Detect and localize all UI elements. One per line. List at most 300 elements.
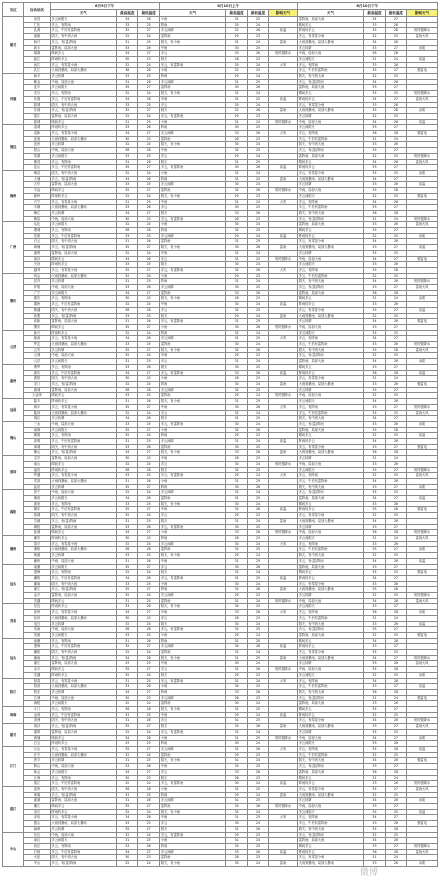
min-pm-cell: 26	[138, 604, 159, 610]
min-pm-cell: 25	[138, 359, 159, 365]
max-pm2-cell: 35	[364, 148, 385, 154]
min-am-cell: 25	[247, 798, 268, 804]
min-pm-cell: 25	[138, 182, 159, 188]
max-am-cell: 32	[226, 188, 247, 194]
impact-am-cell: 大风	[269, 62, 298, 68]
max-pm-cell: 33	[117, 712, 138, 718]
min-am-cell: 24	[247, 342, 268, 348]
max-pm-cell: 35	[117, 826, 138, 832]
station-cell: 平远	[24, 188, 50, 194]
weather-am-cell: 多云间晴	[159, 233, 226, 239]
min-pm-cell: 23	[138, 296, 159, 302]
weather-pm2-cell: 多云，有(雷)阵雨	[297, 695, 364, 701]
weather-pm-cell: 多云间阴天	[50, 427, 117, 433]
max-pm-cell: 32	[117, 461, 138, 467]
min-am-cell: 25	[247, 764, 268, 770]
impact-am-cell: 高温	[269, 849, 298, 855]
impact-am-cell: 短时强降水	[269, 667, 298, 673]
weather-pm-cell: 雷阵雨，局部大雨	[50, 387, 117, 393]
weather-am-cell: 小雨	[159, 478, 226, 484]
min-am-cell: 24	[247, 313, 268, 319]
max-pm2-cell: 33	[364, 621, 385, 627]
min-pm-cell: 26	[138, 558, 159, 564]
max-am-cell: 29	[226, 393, 247, 399]
weather-pm2-cell: 多云，有零星小雨	[297, 307, 364, 313]
max-pm-cell: 34	[117, 769, 138, 775]
max-pm2-cell: 34	[364, 96, 385, 102]
min-am-cell: 25	[247, 547, 268, 553]
max-pm2-cell: 36	[364, 210, 385, 216]
weather-am-cell: 中雨	[159, 661, 226, 667]
weather-am-cell: 雷阵雨	[159, 547, 226, 553]
weather-pm2-cell: 多云间阴天	[297, 262, 364, 268]
impact-pm2-cell: 冰雹	[407, 861, 438, 867]
min-am-cell: 24	[247, 570, 268, 576]
weather-pm-cell: 阴天，有中到大雨	[50, 513, 117, 519]
weather-am-cell: 阴天	[159, 108, 226, 114]
max-pm2-cell: 34	[364, 199, 385, 205]
station-cell: 潮南	[24, 655, 50, 661]
min-am-cell: 23	[247, 34, 268, 40]
weather-am-cell: 阴天，有小雨	[159, 347, 226, 353]
max-am-cell: 30	[226, 182, 247, 188]
min-am-cell: 24	[247, 741, 268, 747]
station-cell: 海陵	[24, 701, 50, 707]
max-pm2-cell: 34	[364, 496, 385, 502]
impact-am-cell: 大风	[269, 747, 298, 753]
weather-pm2-cell: 多云，午后有雷阵雨	[297, 205, 364, 211]
max-am-cell: 30	[226, 764, 247, 770]
min-am-cell: 26	[247, 427, 268, 433]
min-am-cell: 24	[247, 621, 268, 627]
max-pm2-cell: 33	[364, 604, 385, 610]
max-am-cell: 31	[226, 416, 247, 422]
min-pm-cell: 26	[138, 655, 159, 661]
weather-am-cell: 多云间晴	[159, 387, 226, 393]
max-pm-cell: 32	[117, 353, 138, 359]
weather-pm-cell: 多云，有零星小雨	[50, 62, 117, 68]
station-cell: 惠阳	[24, 376, 50, 382]
weather-am-cell: 雷阵雨	[159, 752, 226, 758]
max-pm-cell: 34	[117, 496, 138, 502]
max-am-cell: 29	[226, 593, 247, 599]
min-pm2-cell: 26	[385, 279, 406, 285]
weather-pm2-cell: 多云，有零星小雨	[297, 239, 364, 245]
weather-am-cell: 多云，有雷阵雨	[159, 267, 226, 273]
max-pm-cell: 33	[117, 182, 138, 188]
max-pm2-cell: 31	[364, 695, 385, 701]
max-pm-cell: 31	[117, 678, 138, 684]
max-pm-cell: 35	[117, 587, 138, 593]
min-pm2-cell: 27	[385, 604, 406, 610]
max-pm2-cell: 35	[364, 507, 385, 513]
min-am-cell: 26	[247, 804, 268, 810]
max-pm2-cell: 33	[364, 62, 385, 68]
min-am-cell: 25	[247, 604, 268, 610]
max-pm2-cell: 31	[364, 216, 385, 222]
weather-pm2-cell: 多云间阴天	[297, 809, 364, 815]
impact-am-cell: 大风	[269, 336, 298, 342]
weather-pm-cell: 阵雨转多云	[50, 604, 117, 610]
weather-pm-cell: 多云转晴	[50, 74, 117, 80]
weather-pm2-cell: 多云，有(雷)阵雨	[297, 832, 364, 838]
max-pm2-cell: 34	[364, 735, 385, 741]
min-pm-cell: 23	[138, 136, 159, 142]
station-cell: 武江	[24, 68, 50, 74]
min-am-cell: 25	[247, 655, 268, 661]
max-pm2-cell: 33	[364, 262, 385, 268]
station-cell: 端州	[24, 302, 50, 308]
max-am-cell: 32	[226, 707, 247, 713]
weather-am-cell: 多云	[159, 359, 226, 365]
impact-pm2-cell: 强雷电	[407, 68, 438, 74]
min-pm2-cell: 27	[385, 496, 406, 502]
min-pm-cell: 26	[138, 735, 159, 741]
weather-pm2-cell: 多云转晴	[297, 387, 364, 393]
min-pm-cell: 26	[138, 798, 159, 804]
weather-pm2-cell: 大雨到暴雨，局部大暴雨	[297, 587, 364, 593]
min-pm-cell: 27	[138, 826, 159, 832]
max-am-cell: 33	[226, 849, 247, 855]
min-pm-cell: 26	[138, 125, 159, 131]
min-am-cell: 23	[247, 433, 268, 439]
max-pm-cell: 32	[117, 273, 138, 279]
min-am-cell: 25	[247, 815, 268, 821]
min-am-cell: 23	[247, 615, 268, 621]
weather-pm-cell: 阵雨转多云	[50, 56, 117, 62]
weather-pm-cell: 多云间阴天	[50, 632, 117, 638]
max-pm-cell: 32	[117, 752, 138, 758]
max-am-cell: 31	[226, 575, 247, 581]
max-pm2-cell: 33	[364, 524, 385, 530]
min-am-cell: 24	[247, 553, 268, 559]
impact-am-cell: 短时强降水	[269, 530, 298, 536]
weather-am-cell: 阴天	[159, 724, 226, 730]
weather-pm-cell: 多云，有零星小雨	[50, 747, 117, 753]
weather-pm-cell: 多云转晴	[50, 210, 117, 216]
impact-pm2-cell: 冰雹	[407, 359, 438, 365]
station-cell: 高明	[24, 439, 50, 445]
min-pm-cell: 23	[138, 855, 159, 861]
max-pm2-cell: 35	[364, 729, 385, 735]
station-cell: 怀集	[24, 285, 50, 291]
max-pm-cell: 33	[117, 821, 138, 827]
max-am-cell: 33	[226, 131, 247, 137]
min-pm-cell: 27	[138, 484, 159, 490]
station-cell: 云浮	[24, 359, 50, 365]
weather-pm2-cell: 多云转晴	[297, 798, 364, 804]
station-cell: 吴川	[24, 809, 50, 815]
max-pm2-cell: 31	[364, 376, 385, 382]
weather-am-cell: 多云，有雷阵雨	[159, 729, 226, 735]
min-pm-cell: 26	[138, 285, 159, 291]
weather-am-cell: 阴天，有小雨	[159, 707, 226, 713]
max-am-cell: 31	[226, 678, 247, 684]
min-am-cell: 25	[247, 205, 268, 211]
station-cell: 五华	[24, 182, 50, 188]
weather-pm-cell: 阴天，有中到大雨	[50, 581, 117, 587]
min-pm-cell: 24	[138, 832, 159, 838]
weather-am-cell: 阴天	[159, 159, 226, 165]
station-cell: 江城	[24, 695, 50, 701]
station-cell: 源城	[24, 119, 50, 125]
max-pm2-cell: 32	[364, 353, 385, 359]
max-am-cell: 30	[226, 444, 247, 450]
min-am-cell: 24	[247, 39, 268, 45]
max-pm2-cell: 35	[364, 250, 385, 256]
impact-pm2-cell: 雷雨大风	[407, 535, 438, 541]
impact-am-cell: 大风	[269, 131, 298, 137]
min-pm-cell: 24	[138, 62, 159, 68]
max-pm2-cell: 35	[364, 786, 385, 792]
min-am-cell: 24	[247, 393, 268, 399]
min-am-cell: 24	[247, 781, 268, 787]
weather-pm2-cell: 中雨，局部大雨	[297, 256, 364, 262]
min-pm2-cell: 27	[385, 707, 406, 713]
min-pm2-cell: 27	[385, 684, 406, 690]
impact-pm2-cell: 高温	[407, 119, 438, 125]
weather-am-cell: 雷阵雨	[159, 188, 226, 194]
max-pm-cell: 35	[117, 564, 138, 570]
weather-pm2-cell: 阴天，有中到大雨	[297, 347, 364, 353]
max-pm-cell: 30	[117, 535, 138, 541]
min-pm-cell: 27	[138, 131, 159, 137]
min-pm2-cell: 28	[385, 267, 406, 273]
weather-pm2-cell: 晴间多云	[297, 91, 364, 97]
max-pm2-cell: 33	[364, 342, 385, 348]
station-cell: 斗门	[24, 707, 50, 713]
station-cell: 南区	[24, 838, 50, 844]
max-pm-cell: 33	[117, 205, 138, 211]
weather-pm-cell: 多云，有阵雨	[50, 433, 117, 439]
max-pm2-cell: 32	[364, 712, 385, 718]
weather-am-cell: 阴天，有小雨	[159, 399, 226, 405]
max-am-cell: 30	[226, 741, 247, 747]
weather-pm2-cell: 多云间阴天	[297, 741, 364, 747]
max-am-cell: 32	[226, 667, 247, 673]
max-pm2-cell: 35	[364, 467, 385, 473]
weather-am-cell: 阴天	[159, 621, 226, 627]
min-am-cell: 25	[247, 524, 268, 530]
max-pm-cell: 32	[117, 250, 138, 256]
station-cell: 香洲	[24, 718, 50, 724]
station-cell: 福田	[24, 467, 50, 473]
max-pm2-cell: 32	[364, 672, 385, 678]
weather-pm2-cell: 多云，午后有雷阵雨	[297, 273, 364, 279]
station-cell: 蓬江	[24, 113, 50, 119]
impact-pm2-cell: 强雷电	[407, 193, 438, 199]
weather-pm2-cell: 多云间阴天	[297, 193, 364, 199]
min-pm2-cell: 24	[385, 56, 406, 62]
weather-am-cell: 阵雨	[159, 330, 226, 336]
weather-pm2-cell: 中雨，局部大雨	[297, 51, 364, 57]
max-pm2-cell: 32	[364, 593, 385, 599]
weather-pm-cell: 晴间多云	[50, 598, 117, 604]
max-pm-cell: 32	[117, 570, 138, 576]
max-am-cell: 32	[226, 267, 247, 273]
impact-am-cell: 短时强降水	[269, 324, 298, 330]
weather-pm2-cell: 多云转晴	[297, 661, 364, 667]
station-cell: 顺德	[24, 433, 50, 439]
max-am-cell: 28	[226, 695, 247, 701]
min-am-cell: 26	[247, 210, 268, 216]
min-pm-cell: 26	[138, 319, 159, 325]
weather-pm-cell: 大雨到暴雨，局部大暴雨	[50, 273, 117, 279]
weather-pm-cell: 多云间阴天	[50, 359, 117, 365]
weather-am-cell: 中雨	[159, 250, 226, 256]
impact-pm2-cell: 强雷电	[407, 131, 438, 137]
max-pm-cell: 30	[117, 296, 138, 302]
min-pm-cell: 23	[138, 456, 159, 462]
impact-pm2-cell: 雷雨大风	[407, 724, 438, 730]
weather-am-cell: 雷阵雨	[159, 34, 226, 40]
max-pm-cell: 34	[117, 416, 138, 422]
max-pm-cell: 32	[117, 170, 138, 176]
min-pm-cell: 27	[138, 370, 159, 376]
weather-am-cell: 阵雨	[159, 741, 226, 747]
min-pm2-cell: 24	[385, 535, 406, 541]
min-pm2-cell: 26	[385, 342, 406, 348]
min-am-cell: 25	[247, 228, 268, 234]
weather-pm-cell: 多云间阴天	[50, 701, 117, 707]
max-am-cell: 32	[226, 809, 247, 815]
impact-am-cell: 雷雨	[269, 792, 298, 798]
min-pm2-cell: 26	[385, 239, 406, 245]
weather-am-cell: 中雨	[159, 712, 226, 718]
header-area: 市区	[3, 3, 24, 17]
station-cell: 金平	[24, 667, 50, 673]
min-pm-cell: 28	[138, 307, 159, 313]
min-am-cell: 25	[247, 148, 268, 154]
max-pm2-cell: 32	[364, 113, 385, 119]
station-cell: 高州	[24, 610, 50, 616]
weather-pm-cell: 阵雨转多云	[50, 262, 117, 268]
weather-pm-cell: 大雨到暴雨，局部大暴雨	[50, 205, 117, 211]
city-cell: 揭阳	[3, 490, 24, 536]
city-cell: 韶关	[3, 17, 24, 74]
weather-am-cell: 阴天，有小雨	[159, 501, 226, 507]
station-cell: 城区	[24, 416, 50, 422]
station-cell: 徐闻	[24, 792, 50, 798]
weather-pm2-cell: 多云转晴	[297, 524, 364, 530]
weather-pm2-cell: 多云，有零星小雨	[297, 444, 364, 450]
max-pm2-cell: 33	[364, 182, 385, 188]
impact-pm2-cell: 高温	[407, 621, 438, 627]
impact-pm2-cell: 短时强降水	[407, 593, 438, 599]
min-am-cell: 25	[247, 444, 268, 450]
min-pm2-cell: 26	[385, 262, 406, 268]
impact-am-cell: 雷雨	[269, 245, 298, 251]
weather-am-cell: 多云	[159, 564, 226, 570]
min-am-cell: 24	[247, 359, 268, 365]
min-pm-cell: 24	[138, 433, 159, 439]
weather-am-cell: 雷阵雨	[159, 239, 226, 245]
max-am-cell: 33	[226, 610, 247, 616]
weather-pm-cell: 多云转晴	[50, 416, 117, 422]
min-pm2-cell: 25	[385, 233, 406, 239]
weather-pm-cell: 多云，有阵雨	[50, 638, 117, 644]
min-am-cell: 24	[247, 439, 268, 445]
station-cell: 惠东	[24, 370, 50, 376]
max-pm-cell: 33	[117, 661, 138, 667]
impact-pm2-cell: 冰雹	[407, 296, 438, 302]
max-am-cell: 30	[226, 102, 247, 108]
max-pm2-cell: 33	[364, 324, 385, 330]
station-cell: 浈江	[24, 62, 50, 68]
station-cell: 南沙	[24, 256, 50, 262]
min-pm-cell: 26	[138, 399, 159, 405]
max-pm2-cell: 33	[364, 142, 385, 148]
max-am-cell: 30	[226, 222, 247, 228]
min-pm-cell: 25	[138, 39, 159, 45]
station-cell: 赤坎	[24, 815, 50, 821]
weather-pm-cell: 多云，有零星小雨	[50, 541, 117, 547]
weather-pm-cell: 阵雨转多云	[50, 672, 117, 678]
weather-pm2-cell: 多云转晴	[297, 45, 364, 51]
weather-pm2-cell: 多云间阴天	[297, 125, 364, 131]
max-am-cell: 31	[226, 176, 247, 182]
min-pm2-cell: 25	[385, 410, 406, 416]
min-pm-cell: 24	[138, 250, 159, 256]
max-pm2-cell: 33	[364, 85, 385, 91]
header-weather-3: 天气	[297, 10, 364, 17]
min-pm2-cell: 25	[385, 170, 406, 176]
max-am-cell: 31	[226, 518, 247, 524]
min-am-cell: 25	[247, 125, 268, 131]
max-am-cell: 29	[226, 433, 247, 439]
weather-pm2-cell: 大雨到暴雨，局部大暴雨	[297, 518, 364, 524]
weather-am-cell: 雷阵雨	[159, 290, 226, 296]
min-pm-cell: 27	[138, 165, 159, 171]
max-pm-cell: 32	[117, 490, 138, 496]
min-pm2-cell: 27	[385, 165, 406, 171]
weather-pm2-cell: 雷阵雨，局部大雨	[297, 496, 364, 502]
max-am-cell: 29	[226, 712, 247, 718]
max-am-cell: 32	[226, 467, 247, 473]
max-pm2-cell: 33	[364, 302, 385, 308]
min-am-cell: 25	[247, 159, 268, 165]
weather-pm2-cell: 多云，有阵雨	[297, 404, 364, 410]
min-pm-cell: 24	[138, 273, 159, 279]
weather-pm-cell: 雷阵雨，局部大雨	[50, 729, 117, 735]
max-pm2-cell: 32	[364, 473, 385, 479]
weather-pm2-cell: 晴间多云	[297, 159, 364, 165]
min-pm-cell: 24	[138, 170, 159, 176]
weather-pm-cell: 多云，有阵雨	[50, 501, 117, 507]
weather-pm2-cell: 阵雨转多云	[297, 28, 364, 34]
min-pm2-cell: 26	[385, 861, 406, 867]
max-pm-cell: 36	[117, 68, 138, 74]
max-pm-cell: 32	[117, 193, 138, 199]
min-pm2-cell: 28	[385, 28, 406, 34]
impact-pm2-cell: 雷雨大风	[407, 347, 438, 353]
weather-pm2-cell: 晴间多云	[297, 707, 364, 713]
min-am-cell: 26	[247, 108, 268, 114]
weather-am-cell: 多云	[159, 410, 226, 416]
min-pm-cell: 27	[138, 849, 159, 855]
weather-pm-cell: 多云，有零星小雨	[50, 199, 117, 205]
min-am-cell: 25	[247, 256, 268, 262]
weather-pm-cell: 晴间多云	[50, 804, 117, 810]
min-am-cell: 26	[247, 85, 268, 91]
station-cell: 南山	[24, 461, 50, 467]
max-pm2-cell: 33	[364, 564, 385, 570]
weather-pm2-cell: 多云间阴天	[297, 604, 364, 610]
station-cell: 电白	[24, 621, 50, 627]
min-am-cell: 26	[247, 347, 268, 353]
min-pm2-cell: 26	[385, 781, 406, 787]
station-cell: 佛山	[24, 450, 50, 456]
